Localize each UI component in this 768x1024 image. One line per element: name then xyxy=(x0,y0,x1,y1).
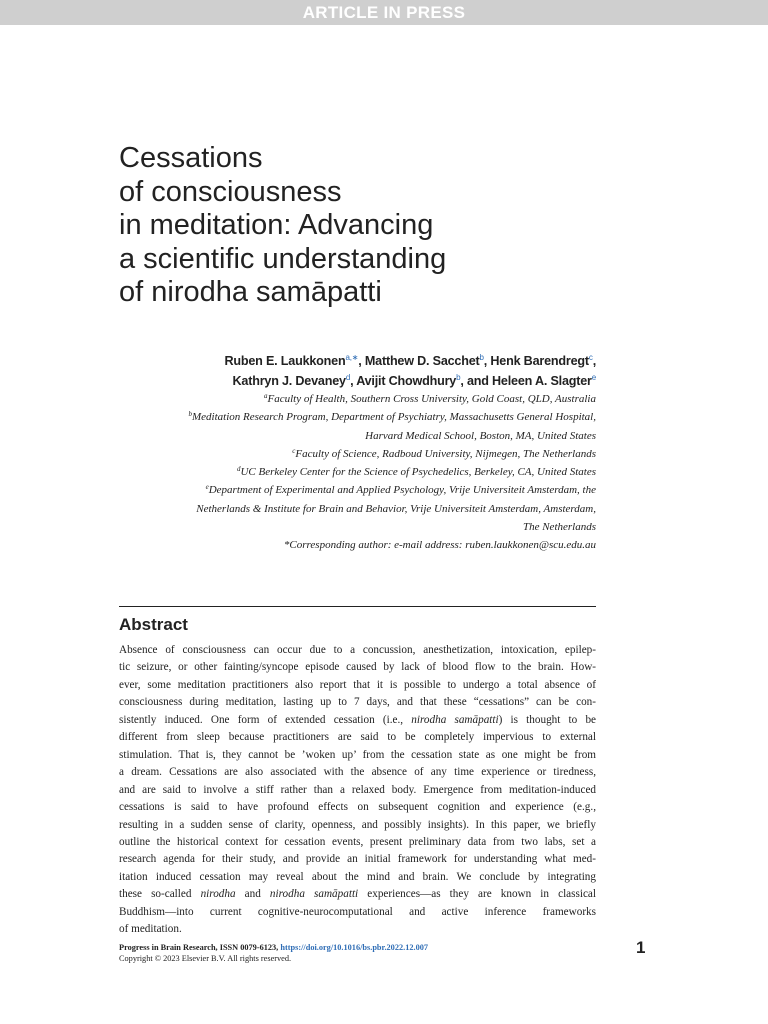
abstract-line: these so-called nirodha and nirodha samāpatti experiences—as they are known in classical xyxy=(119,888,596,901)
page-footer xyxy=(119,942,428,964)
corresponding-author: *Corresponding author: e-mail address: ruben.laukkonen@scu.edu.au xyxy=(283,539,596,552)
abstract-line: Absence of consciousness can occur due to a concussion, anesthetization, intoxication, epilep- xyxy=(119,644,596,656)
author-affil-link[interactable]: b xyxy=(456,373,461,382)
abstract-line: of meditation. xyxy=(119,923,182,936)
abstract-line: and are said to involve a stiff rather than a relaxed body. Emergence from meditation-induced xyxy=(119,783,596,796)
title-line: a scientific understanding xyxy=(119,242,447,275)
affiliation-e-cont: The Netherlands xyxy=(522,521,596,534)
author-affil-link[interactable]: d xyxy=(345,373,351,382)
author-line-2 xyxy=(225,371,597,391)
abstract-line: a dream. Cessations are also associated with the absence of any time experience or tiredness, xyxy=(119,766,596,779)
copyright-notice: Copyright © 2023 Elsevier B.V. All rights reserved. xyxy=(119,954,292,963)
abstract-line: itation induced cessation may reveal about the mind and brain. We conclude by integrating xyxy=(119,870,596,883)
affiliation-c: $^c$Faculty of Science, Radboud University, Nijmegen, The Netherlands xyxy=(292,446,596,460)
title-line: in meditation: Advancing xyxy=(119,209,434,241)
journal-info: Progress in Brain Research, ISSN 0079-6123, https://doi.org/10.1016/bs.pbr.2022.12.007 xyxy=(119,943,429,952)
page-number: 1 xyxy=(636,938,646,957)
abstract-line: tic seizure, or other fainting/syncope episode caused by lack of blood flow to the brain. How- xyxy=(119,661,596,674)
author-separator-and: , and xyxy=(460,374,493,388)
author-separator: , xyxy=(350,374,357,388)
author-separator: , xyxy=(358,354,365,368)
author-name: Heleen A. Slagter xyxy=(492,374,592,388)
affiliations xyxy=(189,390,597,555)
affiliation-b-cont: Harvard Medical School, Boston, MA, United States xyxy=(365,429,596,442)
abstract-line: Buddhism—into current cognitive-neurocomputational and active inference frameworks xyxy=(119,905,596,918)
author-line-1 xyxy=(225,351,597,371)
abstract-line: outline the historical context for cessation events, present preliminary data from two labs, set a xyxy=(119,835,596,848)
author-name: Ruben E. Laukkonen xyxy=(224,354,346,368)
abstract-line: consciousness during meditation, lasting up to 7 days, and that these “cessations” can be con- xyxy=(119,696,596,709)
author-name: Avijit Chowdhury xyxy=(356,374,457,388)
author-separator: , xyxy=(483,354,491,368)
author-affil-link[interactable]: a,∗ xyxy=(345,353,359,362)
abstract-line: research agenda for their study, and provide an initial framework for understanding what med- xyxy=(119,853,596,866)
author-name: Kathryn J. Devaney xyxy=(232,374,346,388)
article-in-press-banner: ARTICLE IN PRESS xyxy=(0,0,768,25)
author-list xyxy=(225,351,597,391)
author-separator: , xyxy=(592,354,596,368)
author-affil-link[interactable]: b xyxy=(479,353,484,362)
affiliation-d: $^d$UC Berkeley Center for the Science of Psychedelics, Berkeley, CA, United States xyxy=(236,465,596,479)
section-divider xyxy=(119,606,596,607)
author-name: Henk Barendregt xyxy=(490,354,589,368)
title-line: of consciousness xyxy=(119,175,342,208)
title-line: of nirodha samāpatti xyxy=(119,276,382,308)
affiliation-b: $^b$Meditation Research Program, Department of Psychiatry, Massachusetts General Hospital, xyxy=(188,410,596,424)
author-affil-link[interactable]: c xyxy=(588,353,593,362)
abstract-body xyxy=(119,642,596,939)
author-name: Matthew D. Sacchet xyxy=(364,354,480,368)
abstract-line: stimulation. That is, they cannot be ’woken up’ from the cessation state as one might be from xyxy=(119,748,596,761)
affiliation-e: $^e$Department of Experimental and Applied Psychology, Vrije Universiteit Amsterdam, the xyxy=(205,483,596,497)
doi-link[interactable]: https://doi.org/10.1016/bs.pbr.2022.12.007 xyxy=(280,943,429,952)
article-title xyxy=(119,142,599,310)
abstract-line: ever, some meditation practitioners also report that it is possible to undergo a total absence of xyxy=(119,678,596,691)
affiliation-e-cont: Netherlands & Institute for Brain and Behavior, Vrije Universiteit Amsterdam, Amsterdam, xyxy=(196,502,596,515)
abstract-heading: Abstract xyxy=(119,615,188,634)
abstract-line: cessations is said to have profound effects on subsequent cognition and experience (e.g., xyxy=(119,801,596,814)
abstract-line: sistently induced. One form of extended cessation (i.e., nirodha samāpatti) is thought to be xyxy=(119,713,596,726)
author-affil-link[interactable]: e xyxy=(591,373,596,382)
abstract-line: different from sleep because practitioners are said to be completely impervious to external xyxy=(119,731,596,744)
abstract-line: resulting in a sudden sense of clarity, openness, and possibly insights). In this paper, we briefly xyxy=(119,818,596,831)
title-line: Cessations xyxy=(119,142,263,174)
affiliation-a: $^a$Faculty of Health, Southern Cross University, Gold Coast, QLD, Australia xyxy=(264,392,596,405)
